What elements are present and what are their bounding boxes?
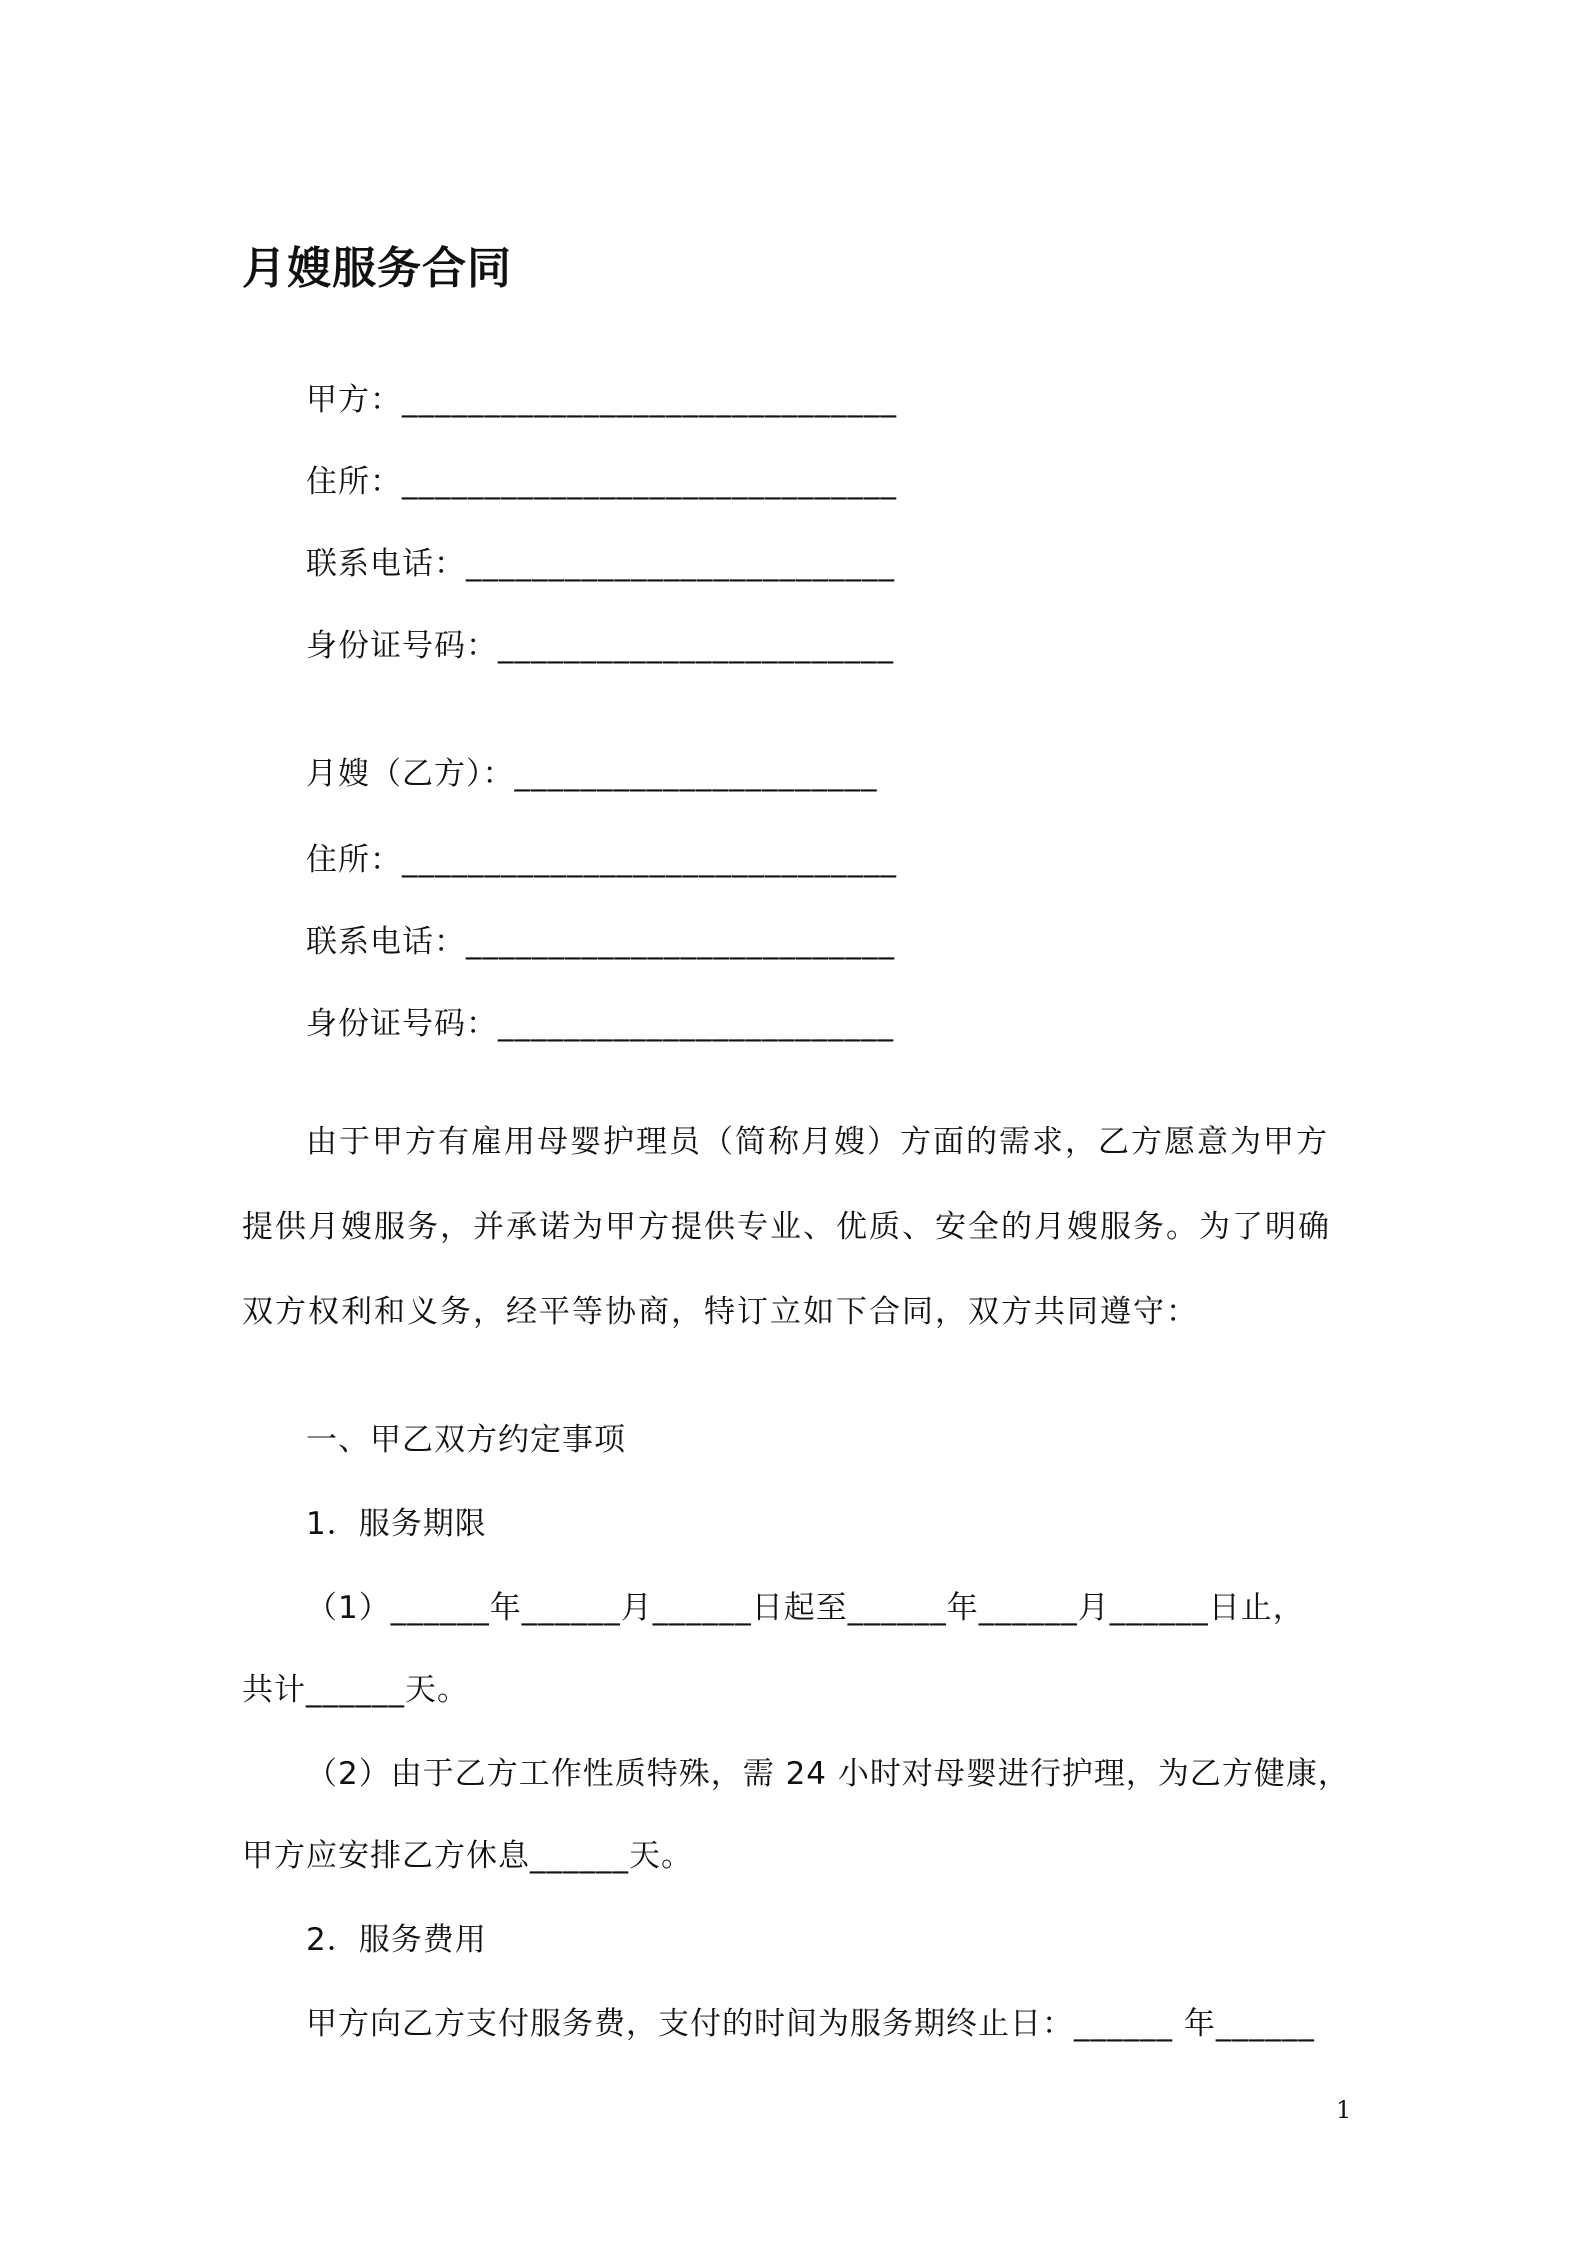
party-b-address-field: 住所：______________________________ (306, 842, 897, 878)
party-b-name-field: 月嫂（乙方）：______________________ (306, 756, 878, 792)
item-1-paragraph-1-line-2: 共计______天。 (242, 1672, 469, 1708)
item-2-heading: 2．服务费用 (306, 1922, 487, 1958)
party-a-phone-field: 联系电话：__________________________ (306, 546, 895, 582)
party-a-name-field: 甲方：______________________________ (306, 382, 897, 418)
section-1-heading: 一、甲乙双方约定事项 (306, 1422, 626, 1458)
item-2-paragraph: 甲方向乙方支付服务费，支付的时间为服务期终止日：______ 年______ (306, 2006, 1315, 2042)
page-number: 1 (1336, 2096, 1352, 2124)
document-title: 月嫂服务合同 (242, 243, 512, 294)
item-1-paragraph-2-line-1: （2）由于乙方工作性质特殊，需 24 小时对母婴进行护理，为乙方健康， (306, 1756, 1350, 1792)
item-1-heading: 1．服务期限 (306, 1506, 487, 1542)
item-1-paragraph-1-line-1: （1）______年______月______日起至______年______月______日止， (306, 1590, 1305, 1626)
party-b-id-field: 身份证号码：________________________ (306, 1006, 894, 1042)
item-1-paragraph-2-line-2: 甲方应安排乙方休息______天。 (242, 1838, 693, 1874)
party-b-phone-field: 联系电话：__________________________ (306, 924, 895, 960)
intro-paragraph: 由于甲方有雇用母婴护理员（简称月嫂）方面的需求，乙方愿意为甲方提供月嫂服务，并承诺为甲方提供专业、优质、安全的月嫂服务。为了明确双方权利和义务，经平等协商，特订立如下合同，双方共同遵守： (242, 1124, 1331, 1330)
party-a-id-field: 身份证号码：________________________ (306, 628, 894, 664)
party-a-address-field: 住所：______________________________ (306, 464, 897, 500)
